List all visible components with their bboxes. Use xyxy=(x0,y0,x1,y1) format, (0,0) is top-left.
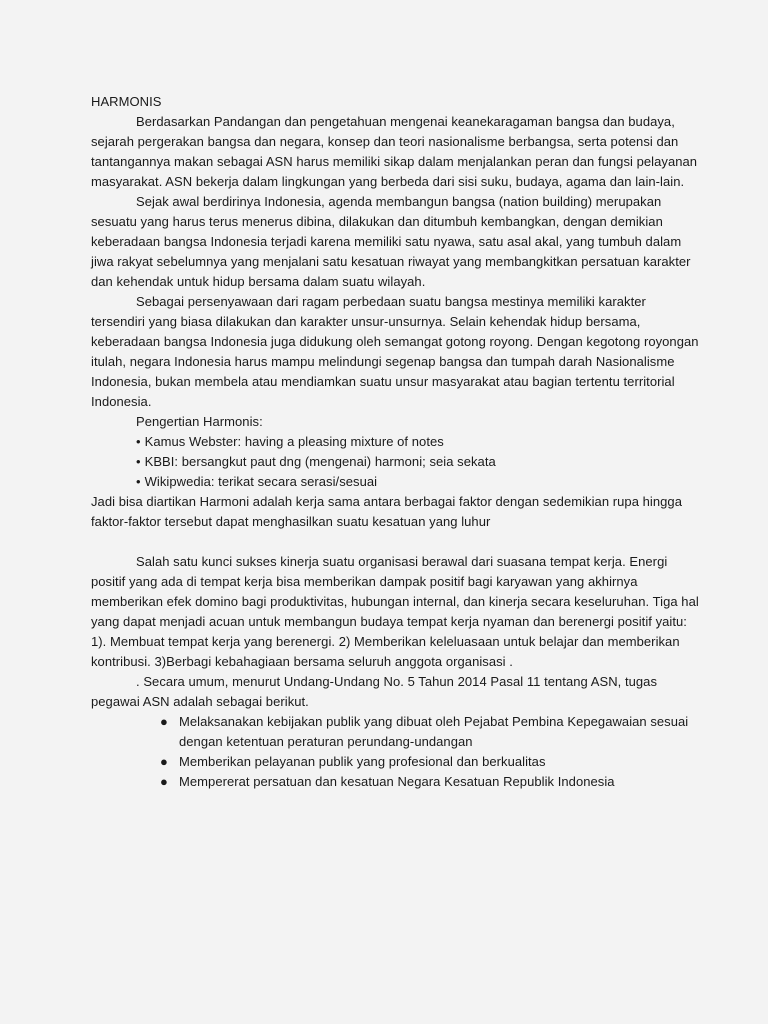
definition-item-webster xyxy=(136,432,701,452)
bullet-icon: • xyxy=(136,434,141,449)
bullet-icon: ● xyxy=(160,714,168,729)
duty-text: Memberikan pelayanan publik yang profesional dan berkualitas xyxy=(179,754,546,769)
duty-item xyxy=(91,772,701,792)
duty-item xyxy=(91,752,701,772)
definition-text: KBBI: bersangkut paut dng (mengenai) harmoni; seia sekata xyxy=(144,454,496,469)
duty-text: Mempererat persatuan dan kesatuan Negara Kesatuan Republik Indonesia xyxy=(179,774,615,789)
duties-list xyxy=(91,712,701,792)
bullet-icon: • xyxy=(136,474,141,489)
law-intro-line-1: . Secara umum, menurut Undang-Undang No. 5 Tahun 2014 Pasal 11 tentang ASN, tugas xyxy=(136,674,658,689)
definitions-list xyxy=(91,432,701,492)
paragraph-diversity: Berdasarkan Pandangan dan pengetahuan mengenai keanekaragaman bangsa dan budaya, sejarah pergerakan bangsa dan negara, konsep dan teori nasionalisme berbangsa, serta potensi dan tantangannya makan sebagai ASN harus memiliki sikap dalam menjalankan peran dan fungsi pelayanan masyarakat. ASN bekerja dalam lingkungan yang berbeda dari sisi suku, budaya, agama dan lain-lain. xyxy=(91,114,698,189)
paragraph-gotong-royong: Sebagai persenyawaan dari ragam perbedaan suatu bangsa mestinya memiliki karakter tersendiri yang biasa dilakukan dan karakter unsur-unsurnya. Selain kehendak hidup bersama, keberadaan bangsa Indonesia juga didukung oleh semangat gotong royong. Dengan kegotong royongan itulah, negara Indonesia harus mampu melindungi segenap bangsa dan tumpah darah Nasionalisme Indonesia, bukan membela atau mendiamkan suatu unsur masyarakat atau bagian tertentu territorial Indonesia. xyxy=(91,294,699,409)
paragraph-nation-building: Sejak awal berdirinya Indonesia, agenda membangun bangsa (nation building) merupakan sesuatu yang harus terus menerus dibina, dilakukan dan ditumbuh kembangkan, dengan demikian keberadaan bangsa Indonesia terjadi karena memiliki satu nyawa, satu asal akal, yang tumbuh dalam jiwa rakyat sebelumnya yang menjalani satu kesatuan riwayat yang membangkitkan persatuan karakter dan kehendak untuk hidup bersama dalam suatu wilayah. xyxy=(91,194,691,289)
duty-text: Melaksanakan kebijakan publik yang dibuat oleh Pejabat Pembina Kepegawaian sesuai dengan ketentuan peraturan perundang-undangan xyxy=(179,714,689,749)
paragraph-conclusion: Jadi bisa diartikan Harmoni adalah kerja sama antara berbagai faktor dengan sedemikian rupa hingga faktor-faktor tersebut dapat menghasilkan suatu kesatuan yang luhur xyxy=(91,494,682,529)
document-body xyxy=(91,92,701,792)
definitions-heading: Pengertian Harmonis: xyxy=(136,414,263,429)
duty-item xyxy=(91,712,701,752)
document-title: HARMONIS xyxy=(91,94,162,109)
law-intro-line-2: pegawai ASN adalah sebagai berikut. xyxy=(91,694,309,709)
definition-text: Wikipwedia: terikat secara serasi/sesuai xyxy=(144,474,378,489)
definition-item-kbbi xyxy=(136,452,701,472)
definition-item-wikipedia xyxy=(136,472,701,492)
paragraph-workplace: Salah satu kunci sukses kinerja suatu organisasi berawal dari suasana tempat kerja. Energi positif yang ada di tempat kerja bisa memberikan dampak positif bagi karyawan yang akhirnya memberikan efek domino bagi produktivitas, hubungan internal, dan kinerja secara keseluruhan. Tiga hal yang dapat menjadi acuan untuk membangun budaya tempat kerja nyaman dan berenergi positif yaitu: 1). Membuat tempat kerja yang berenergi. 2) Memberikan keleluasaan untuk belajar dan memberikan kontribusi. 3)Berbagi kebahagiaan bersama seluruh anggota organisasi . xyxy=(91,554,699,669)
bullet-icon: • xyxy=(136,454,141,469)
blank-line xyxy=(91,532,701,552)
bullet-icon: ● xyxy=(160,754,168,769)
bullet-icon: ● xyxy=(160,774,168,789)
definition-text: Kamus Webster: having a pleasing mixture of notes xyxy=(144,434,444,449)
